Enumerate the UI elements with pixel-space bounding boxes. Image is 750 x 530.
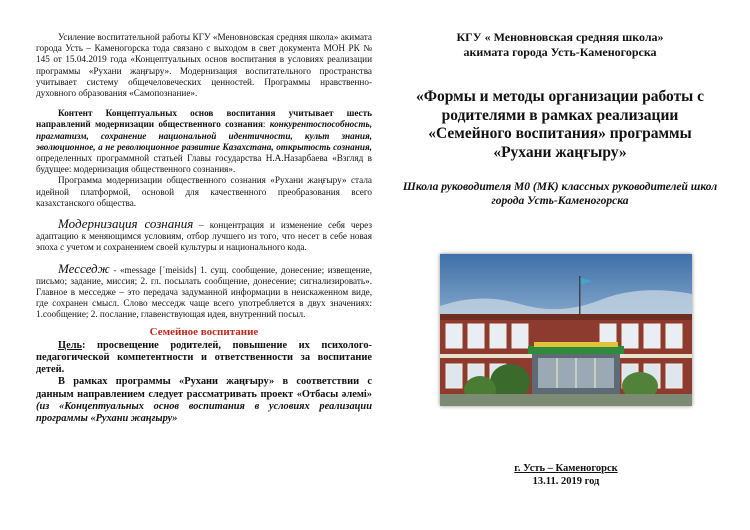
intro-paragraph: Усиление воспитательной работы КГУ «Меновновская средняя школа» акимата города Усть – Каменогорска тода связано с выходом в свет документа МОН РК № 145 от 15.04.2019 года «Концептуальных основ воспитания в условиях реализации программы «Рухани жаңғыру». Модернизация воспитательного пространства учитывает систему общечеловеческих ценностей. Программы нравственно-духовного образования «Самопознание».	[36, 32, 372, 99]
family-section-title: Семейное воспитание	[149, 325, 259, 338]
modernization-definition: – концентрация и изменение себя через адаптацию к меняющимся условиям, отбор лучшего из того, что несет в себе новая эпоха с учетом и сохранением своей культуры и национального кода.	[36, 220, 372, 253]
program-paragraph: Программа модернизации общественного сознания «Рухани жаңғыру» стала идейной платформой, основой для качественного преобразования всего казахстанского общества.	[36, 175, 372, 208]
modernization-term: Модернизация сознания	[58, 216, 194, 232]
project-source: (из «Концептуальных основ воспитания в условиях реализации программы «Рухани жаңғыру»	[36, 400, 372, 425]
left-column	[36, 32, 372, 425]
school-photo-illustration	[440, 254, 692, 406]
content-paragraph	[36, 108, 372, 175]
content-directions: конкурентоспособность, прагматизм, сохранение национальной идентичности, культ знания, эволюционное, а не революционное развитие Казахстана, открытость сознания,	[36, 119, 372, 152]
school-name-line2: акимата города Усть-Каменогорска	[463, 45, 657, 59]
school-building-photo	[440, 254, 692, 406]
school-name	[400, 30, 720, 60]
message-definition: - «message [´meisids] 1. сущ. сообщение, донесение; извещение, письмо; задание, миссия; 2. гл. посылать сообщение, донесение; сигнализировать». Главное в месседже – это передача задуманной информации в неискаженном виде, где сохранен смысл. Слово месседж чаще всего употребляется в двух значениях: 1.сообщение; 2. послание, главенствующая идея, внутренний посыл.	[36, 264, 372, 320]
brochure-title: «Формы и методы организации работы с родителями в рамках реализации «Семейного воспитания» программы «Рухани жаңғыру»	[415, 88, 705, 161]
message-paragraph	[36, 260, 372, 321]
city-name	[440, 462, 692, 475]
brochure-subtitle: Школа руководителя М0 (МК) классных руководителей школ города Усть-Каменогорска	[402, 181, 718, 207]
content-colon: :	[262, 119, 270, 130]
goal-paragraph	[36, 340, 372, 377]
brochure-date: 13.11. 2019 год	[532, 476, 600, 487]
project-text: В рамках программы «Рухани жаңғыру» в соответствии с данным направлением следует рассматривать проект «Отбасы әлемі»	[36, 376, 372, 400]
content-heading: Контент Концептуальных основ воспитания учитывает шесть направлений модернизации общественного сознания	[36, 108, 372, 130]
goal-text: : просвещение родителей, повышение их психолого-педагогической компетентности и ответственности за воспитание детей.	[36, 339, 372, 376]
city-date-block	[440, 462, 692, 488]
school-name-line1: КГУ « Меновновская средняя школа»	[456, 30, 664, 44]
project-paragraph	[36, 376, 372, 425]
modernization-paragraph	[36, 218, 372, 254]
content-tail: определенных программной статьей Главы государства Н.А.Назарбаева «Взгляд в будущее: модернизация общественного сознания».	[36, 153, 372, 175]
goal-label: Цель	[58, 339, 83, 351]
city-name-text: г. Усть – Каменогорск	[514, 463, 618, 474]
message-term: Месседж	[58, 260, 110, 276]
right-column	[400, 30, 720, 208]
